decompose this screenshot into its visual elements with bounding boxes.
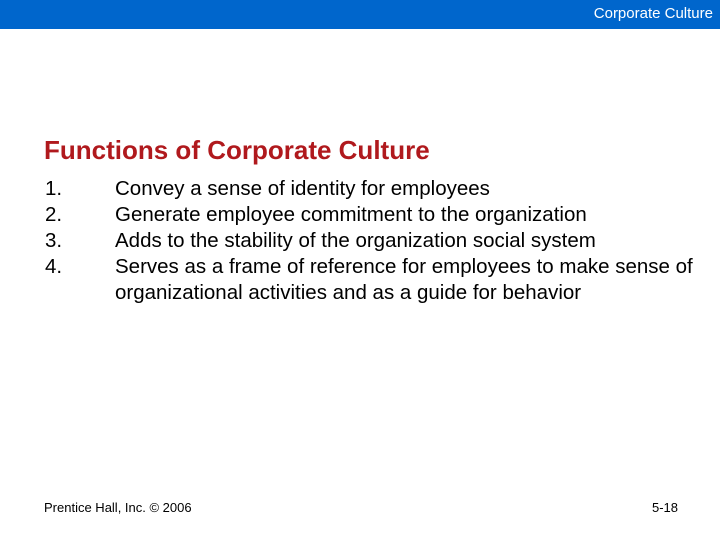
footer-copyright: Prentice Hall, Inc. © 2006: [44, 500, 192, 515]
list-item: [44, 202, 704, 228]
list-item-number: 4.: [45, 255, 63, 278]
list-item-number: 1.: [45, 177, 63, 200]
list-item-text: Adds to the stability of the organization social system: [115, 229, 596, 252]
functions-list: [44, 176, 704, 306]
list-item-text: Serves as a frame of reference for employees to make sense of organizational activities and as a guide for behavior: [115, 255, 693, 304]
list-item: [44, 176, 704, 202]
list-item-text: Convey a sense of identity for employees: [115, 177, 490, 200]
header-bar: [0, 0, 720, 29]
list-item-number: 2.: [45, 203, 63, 226]
list-item: [44, 254, 704, 306]
footer-page-number: 5-18: [651, 500, 678, 515]
header-title: Corporate Culture: [593, 5, 713, 22]
list-item-text: Generate employee commitment to the organization: [115, 203, 587, 226]
list-item: [44, 228, 704, 254]
list-item-number: 3.: [45, 229, 63, 252]
slide-title: Functions of Corporate Culture: [44, 135, 430, 165]
